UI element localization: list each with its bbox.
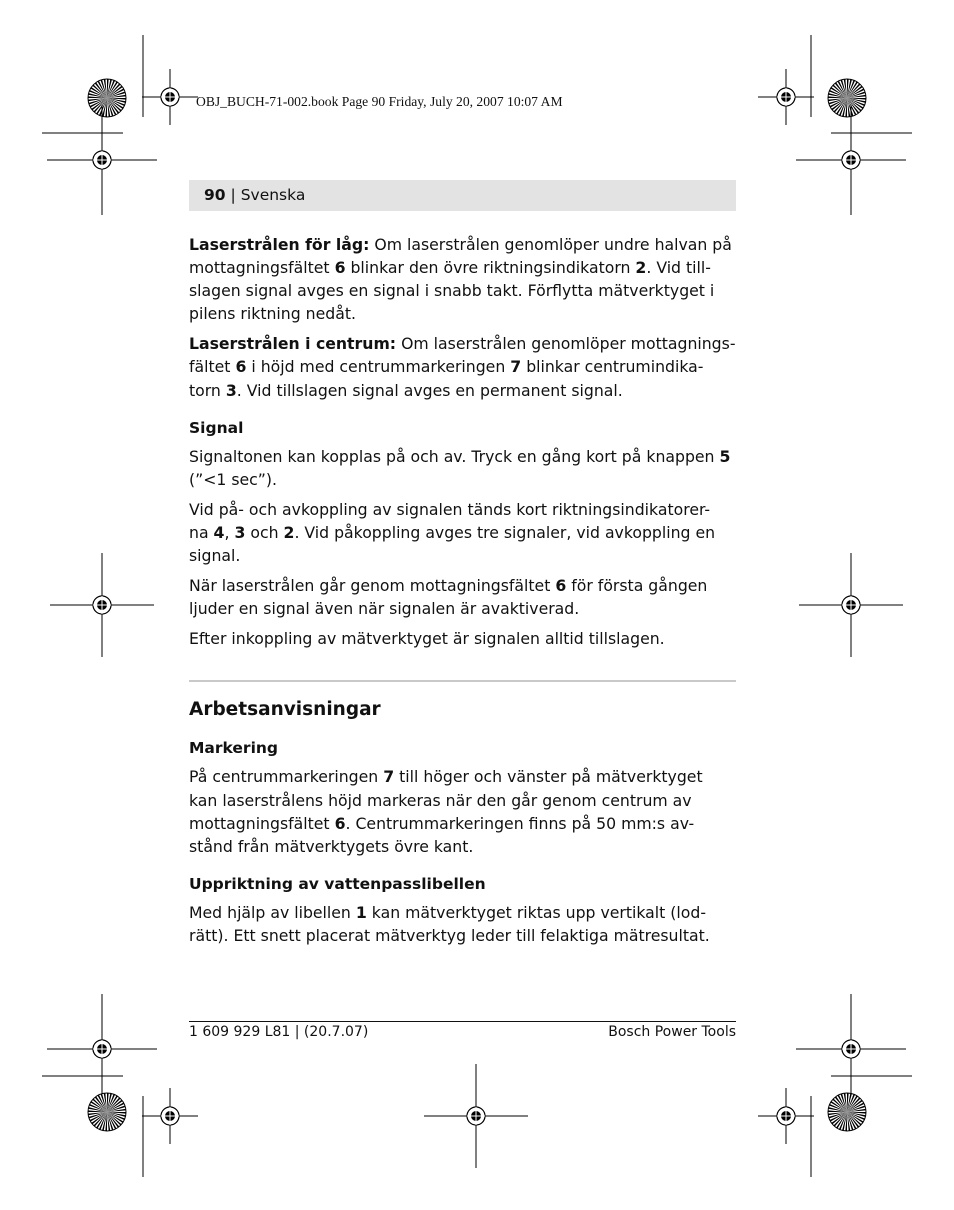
bold-reference: 6 bbox=[555, 576, 567, 596]
bold-reference: 6 bbox=[334, 258, 346, 278]
bold-reference: 4 bbox=[213, 522, 225, 542]
p4-line-0: Vid på- och avkoppling av signalen tänds kort riktningsindikatorer- bbox=[189, 499, 711, 519]
p2-line-0-text: Om laserstrålen genomlöper mottagnings- bbox=[396, 334, 736, 354]
header-separator: | bbox=[230, 186, 236, 204]
p6-line-0: Efter inkoppling av mätverktyget är signalen alltid tillslagen. bbox=[189, 629, 665, 649]
p5-line-1: ljuder en signal även när signalen är avaktiverad. bbox=[189, 599, 580, 619]
paragraph-laser-center bbox=[189, 332, 738, 401]
paragraph-signal-2 bbox=[189, 498, 738, 567]
bold-reference: 2 bbox=[635, 258, 647, 278]
bold-reference: 7 bbox=[510, 357, 522, 377]
bold-reference: 6 bbox=[334, 813, 346, 833]
paragraph-signal-1 bbox=[189, 445, 738, 491]
page-header-bar bbox=[189, 180, 736, 211]
p7-line-1: kan laserstrålens höjd markeras när den går genom centrum av bbox=[189, 790, 692, 810]
header-language: Svenska bbox=[240, 186, 306, 204]
paragraph-level-alignment bbox=[189, 901, 738, 947]
p3-line-1: (”<1 sec”). bbox=[189, 469, 278, 489]
heading-level-alignment: Uppriktning av vattenpasslibellen bbox=[189, 874, 486, 893]
bold-reference: 3 bbox=[225, 380, 237, 400]
section-divider bbox=[189, 680, 736, 682]
paragraph-signal-3 bbox=[189, 574, 738, 620]
paragraph-signal-4 bbox=[189, 627, 738, 650]
page-body bbox=[189, 233, 738, 954]
bold-reference: 2 bbox=[283, 522, 295, 542]
bold-reference: 3 bbox=[234, 522, 246, 542]
page-header-text bbox=[204, 186, 305, 204]
p1-line-2: slagen signal avges en signal i snabb takt. Förflytta mätverktyget i bbox=[189, 281, 715, 301]
p4-line-1: na 4, 3 och 2. Vid påkoppling avges tre signaler, vid avkoppling en bbox=[189, 522, 716, 542]
p1-line-3: pilens riktning nedåt. bbox=[189, 304, 356, 324]
bold-reference: 7 bbox=[383, 767, 395, 787]
bold-reference: 5 bbox=[719, 446, 731, 466]
paragraph-laser-low bbox=[189, 233, 738, 325]
p2-line-0 bbox=[189, 332, 738, 355]
heading-signal: Signal bbox=[189, 418, 244, 437]
p1-line-1: mottagningsfältet 6 blinkar den övre riktningsindikatorn 2. Vid till- bbox=[189, 258, 711, 278]
p2-line-1: fältet 6 i höjd med centrummarkeringen 7 blinkar centrumindika- bbox=[189, 357, 704, 377]
p1-line-0-text: Om laserstrålen genomlöper undre halvan på bbox=[369, 235, 732, 254]
footer-brand: Bosch Power Tools bbox=[608, 1024, 736, 1040]
p7-line-2: mottagningsfältet 6. Centrummarkeringen finns på 50 mm:s av- bbox=[189, 813, 695, 833]
p8-line-1: rätt). Ett snett placerat mätverktyg leder till felaktiga mätresultat. bbox=[189, 925, 710, 945]
p1-line-0 bbox=[189, 233, 738, 256]
p1-lead: Laserstrålen för låg: bbox=[189, 235, 370, 254]
bold-reference: 6 bbox=[235, 357, 247, 377]
print-meta-line: OBJ_BUCH-71-002.book Page 90 Friday, July 20, 2007 10:07 AM bbox=[196, 94, 563, 109]
p3-line-0: Signaltonen kan kopplas på och av. Tryck en gång kort på knappen 5 bbox=[189, 446, 731, 466]
p2-line-2: torn 3. Vid tillslagen signal avges en permanent signal. bbox=[189, 380, 623, 400]
footer-rule bbox=[189, 1021, 736, 1022]
p7-line-0: På centrummarkeringen 7 till höger och vänster på mätverktyget bbox=[189, 767, 703, 787]
p2-lead: Laserstrålen i centrum: bbox=[189, 334, 397, 354]
heading-marking: Markering bbox=[189, 739, 279, 758]
page-number: 90 bbox=[204, 186, 226, 204]
p8-line-0: Med hjälp av libellen 1 kan mätverktyget riktas upp vertikalt (lod- bbox=[189, 902, 706, 922]
paragraph-marking bbox=[189, 765, 738, 857]
footer-doc-id: 1 609 929 L81 | (20.7.07) bbox=[189, 1024, 369, 1040]
p4-line-2: signal. bbox=[189, 546, 241, 566]
heading-work-instructions: Arbetsanvisningar bbox=[189, 699, 381, 721]
p7-line-3: stånd från mätverktygets övre kant. bbox=[189, 836, 474, 856]
p5-line-0: När laserstrålen går genom mottagningsfältet 6 för första gången bbox=[189, 576, 708, 596]
bold-reference: 1 bbox=[355, 902, 367, 922]
